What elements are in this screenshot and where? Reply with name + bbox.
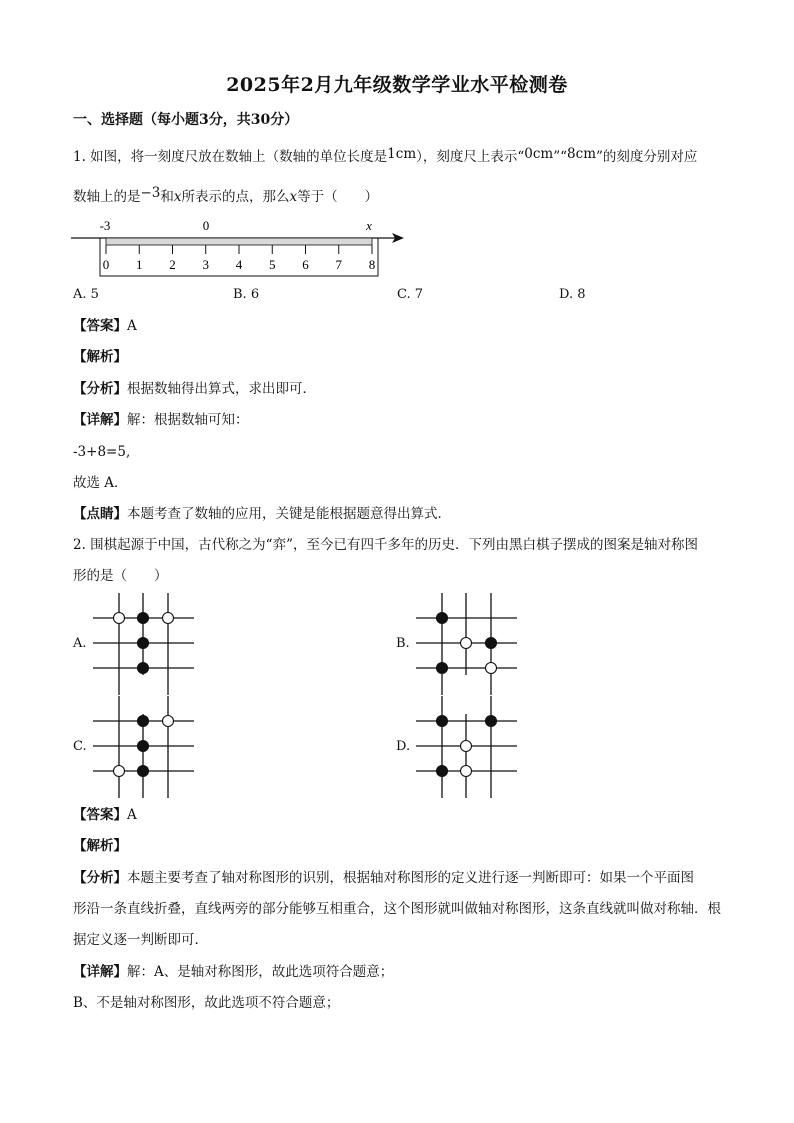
- answer-label: 【答案】: [73, 318, 127, 334]
- q1-calc: -3+8=5,: [73, 444, 131, 460]
- q1-var: x: [173, 189, 182, 205]
- black-stone: [437, 766, 448, 777]
- ruler-tick-label: 6: [302, 257, 309, 272]
- q1-neg: −3: [140, 185, 161, 201]
- q2-line1: 2. 围棋起源于中国，古代称之为“弈”，至今已有四千多年的历史．下列由黑白棋子摆成的图案是轴对称图: [73, 537, 698, 553]
- q1-unit2: 0cm: [524, 146, 554, 162]
- q1-var2: x: [289, 189, 298, 205]
- q2-answer: [73, 805, 137, 825]
- ruler-tick-label: 2: [169, 257, 176, 272]
- q2-xiangjie-line1: [73, 962, 393, 982]
- axis-label-neg3: -3: [99, 218, 111, 233]
- page-title: 2025年2月九年级数学学业水平检测卷: [226, 74, 568, 96]
- black-stone: [437, 663, 448, 674]
- black-stone: [486, 638, 497, 649]
- q2-analysis-label: 【解析】: [73, 838, 127, 854]
- xiangjie-text: 解：A、是轴对称图形，故此选项符合题意；: [127, 964, 394, 980]
- go-board-d: [413, 696, 519, 798]
- answer-value: A: [127, 807, 137, 823]
- fenxi-label: 【分析】: [73, 381, 127, 397]
- q2-fenxi-line3: 据定义逐一判断即可．: [73, 932, 208, 948]
- dianjing-text: 本题考查了数轴的应用，关键是能根据题意得出算式．: [127, 506, 451, 522]
- white-stone: [486, 663, 497, 674]
- black-stone: [138, 716, 149, 727]
- black-stone: [138, 638, 149, 649]
- white-stone: [461, 766, 472, 777]
- q1-line2-b: 和: [160, 189, 174, 205]
- fenxi-text: 根据数轴得出算式，求出即可．: [127, 381, 316, 397]
- ruler-tick-label: 7: [335, 257, 342, 272]
- q1-option-d: D. 8: [559, 287, 586, 302]
- q2-fenxi-line1: [73, 868, 694, 888]
- q1-analysis-label: 【解析】: [73, 349, 127, 365]
- white-stone: [114, 766, 125, 777]
- white-stone: [461, 638, 472, 649]
- go-board-b: [413, 593, 519, 695]
- q2-option-c-label: C.: [73, 739, 87, 754]
- q1-line2-c: 所表示的点，那么: [181, 189, 290, 205]
- q2-option-a-label: A.: [73, 636, 87, 651]
- black-stone: [138, 766, 149, 777]
- go-board-a: [90, 593, 196, 695]
- black-stone: [138, 663, 149, 674]
- answer-label: 【答案】: [73, 807, 127, 823]
- black-stone: [437, 613, 448, 624]
- q1-unit3: 8cm: [567, 146, 596, 162]
- go-board-c: [90, 696, 196, 798]
- q1-line2-d: 等于（ ）: [297, 189, 379, 205]
- q1-option-c: C. 7: [397, 287, 424, 302]
- ruler-strip: [106, 238, 372, 245]
- axis-label-x: x: [366, 218, 372, 233]
- q1-text-d: ”的刻度分别对应: [596, 149, 698, 165]
- q1-option-a: A. 5: [73, 287, 99, 302]
- white-stone: [163, 716, 174, 727]
- xiangjie-text: 解：根据数轴可知：: [127, 412, 249, 428]
- q1-fenxi: [73, 379, 316, 399]
- q1-answer: [73, 316, 137, 336]
- xiangjie-label: 【详解】: [73, 964, 127, 980]
- q1-text-a: 1. 如图，将一刻度尺放在数轴上（数轴的单位长度是: [73, 149, 388, 165]
- ruler-tick-label: 0: [102, 257, 110, 272]
- black-stone: [138, 741, 149, 752]
- fenxi-text: 本题主要考查了轴对称图形的识别，根据轴对称图形的定义进行逐一判断即可：如果一个平面图: [127, 870, 694, 886]
- answer-value: A: [127, 318, 137, 334]
- fenxi-label: 【分析】: [73, 870, 127, 886]
- q1-text-c: ”“: [553, 149, 568, 165]
- black-stone: [486, 716, 497, 727]
- ruler-tick-label: 1: [136, 257, 143, 272]
- ruler-tick-label: 8: [368, 257, 376, 272]
- q1-unit1: 1cm: [387, 146, 417, 162]
- dianjing-label: 【点睛】: [73, 506, 127, 522]
- white-stone: [163, 613, 174, 624]
- q2-xiangjie-line2: B、不是轴对称图形，故此选项不符合题意；: [73, 995, 340, 1011]
- q1-line2-a: 数轴上的是: [73, 189, 141, 205]
- ruler-tick-label: 4: [235, 257, 243, 272]
- number-line-figure: [68, 214, 413, 282]
- q2-line2: 形的是（ ）: [73, 568, 168, 584]
- q1-text-b: ），刻度尺上表示“: [416, 149, 525, 165]
- ruler-tick-label: 3: [202, 257, 209, 272]
- q1-line2: [73, 187, 378, 207]
- ruler-tick-label: 5: [269, 257, 276, 272]
- q2-option-d-label: D.: [396, 739, 411, 754]
- q1-xiangjie: [73, 410, 249, 430]
- white-stone: [114, 613, 125, 624]
- q1-choose: 故选 A．: [73, 475, 128, 491]
- white-stone: [461, 741, 472, 752]
- q2-option-b-label: B.: [396, 636, 410, 651]
- q2-fenxi-line2: 形沿一条直线折叠，直线两旁的部分能够互相重合，这个图形就叫做轴对称图形，这条直线就叫做对称轴．根: [73, 901, 721, 917]
- black-stone: [437, 716, 448, 727]
- axis-label-zero: 0: [202, 218, 210, 233]
- q1-option-b: B. 6: [233, 287, 260, 302]
- xiangjie-label: 【详解】: [73, 412, 127, 428]
- q1-dianjing: [73, 504, 451, 524]
- ruler-ticks: [103, 245, 376, 272]
- section-heading: 一、选择题（每小题3分，共30分）: [73, 112, 299, 128]
- black-stone: [138, 613, 149, 624]
- q1-line1: [73, 147, 697, 167]
